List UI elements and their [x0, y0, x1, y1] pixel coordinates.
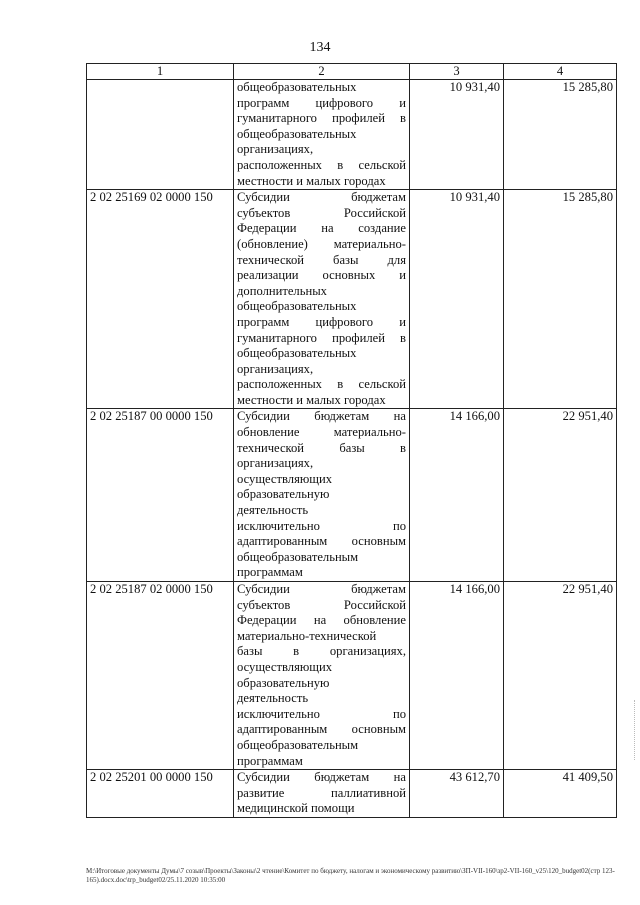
description-line: программам [237, 565, 303, 580]
description-line: общеобразовательных [237, 299, 357, 314]
description-line: Субсидии бюджетам на [237, 409, 406, 424]
description-line: местности и малых городах [237, 173, 386, 188]
description-line: образовательную [237, 487, 330, 502]
table-header-row [87, 64, 617, 80]
amount-col4-cell: 15 285,80 [504, 80, 617, 190]
description-line: реализации основных и [237, 268, 406, 283]
amount-col4-cell: 22 951,40 [504, 409, 617, 582]
description-line: программ цифрового и [237, 314, 406, 329]
description-line: общеобразовательных [237, 126, 357, 141]
description-line: медицинской помощи [237, 801, 355, 816]
description-line: Федерации на создание [237, 221, 406, 236]
description-line: субъектов Российской [237, 205, 406, 220]
revenue-code-cell: 2 02 25187 00 0000 150 [87, 409, 234, 582]
description-cell [234, 770, 410, 818]
revenue-code-cell [87, 80, 234, 190]
description-line: расположенных в сельской [237, 377, 406, 392]
description-line: Субсидии бюджетам на [237, 770, 406, 785]
description-line: организациях, [237, 361, 314, 376]
description-line: исключительно по [237, 706, 406, 721]
table-row [87, 409, 617, 582]
revenue-code-cell: 2 02 25201 00 0000 150 [87, 770, 234, 818]
description-line: адаптированным основным [237, 722, 406, 737]
description-line: деятельность [237, 691, 309, 706]
revenue-code-cell: 2 02 25187 02 0000 150 [87, 582, 234, 770]
amount-col4-cell: 22 951,40 [504, 582, 617, 770]
amount-col3-cell: 14 166,00 [410, 582, 504, 770]
column-header: 4 [504, 64, 617, 80]
description-line: программам [237, 753, 303, 768]
description-line: общеобразовательным [237, 737, 359, 752]
description-line: программ цифрового и [237, 95, 406, 110]
description-line: местности и малых городах [237, 392, 386, 407]
description-line: адаптированным основным [237, 534, 406, 549]
table-row [87, 190, 617, 409]
description-line: организациях, [237, 456, 314, 471]
description-line: обновление материально- [237, 425, 406, 440]
description-line: осуществляющих [237, 471, 333, 486]
column-header: 2 [234, 64, 410, 80]
budget-table [86, 63, 617, 818]
description-line: технической базы для [237, 252, 406, 267]
revenue-code-cell: 2 02 25169 02 0000 150 [87, 190, 234, 409]
amount-col3-cell: 14 166,00 [410, 409, 504, 582]
description-cell [234, 80, 410, 190]
description-line: расположенных в сельской [237, 157, 406, 172]
amount-col3-cell: 43 612,70 [410, 770, 504, 818]
description-line: материально-технической [237, 628, 377, 643]
description-line: развитие паллиативной [237, 785, 406, 800]
description-line: образовательную [237, 675, 330, 690]
page-number: 134 [309, 40, 331, 55]
description-line: гуманитарного профилей в [237, 111, 406, 126]
description-line: гуманитарного профилей в [237, 330, 406, 345]
description-line: дополнительных [237, 283, 327, 298]
amount-col3-cell: 10 931,40 [410, 80, 504, 190]
description-cell [234, 190, 410, 409]
table-row [87, 80, 617, 190]
column-header: 1 [87, 64, 234, 80]
description-line: общеобразовательным [237, 549, 359, 564]
table-row [87, 582, 617, 770]
description-line: базы в организациях, [237, 644, 406, 659]
column-header: 3 [410, 64, 504, 80]
description-line: осуществляющих [237, 659, 333, 674]
description-line: субъектов Российской [237, 597, 406, 612]
description-line: организациях, [237, 142, 314, 157]
description-line: (обновление) материально- [237, 236, 406, 251]
description-line: исключительно по [237, 518, 406, 533]
description-line: общеобразовательных [237, 346, 357, 361]
amount-col4-cell: 41 409,50 [504, 770, 617, 818]
file-path-footer: M:\Итоговые документы Думы\7 созыв\Проекты\Законы\2 чтение\Комитет по бюджету, налогам и экономическому развитию\ЗП-VII-160\зр2-VII-160_v25\120_budget02(стр 123-165).docx.doc\trp_budget02/25.11.2020 10:35:00 [86, 867, 615, 884]
description-line: технической базы в [237, 440, 406, 455]
description-line: Субсидии бюджетам [237, 582, 406, 596]
amount-col4-cell: 15 285,80 [504, 190, 617, 409]
description-line: Федерации на обновление [237, 613, 406, 628]
description-line: деятельность [237, 503, 309, 518]
description-line: Субсидии бюджетам [237, 190, 406, 205]
table-row [87, 770, 617, 818]
description-line: общеобразовательных [237, 80, 357, 94]
amount-col3-cell: 10 931,40 [410, 190, 504, 409]
margin-mark [634, 700, 638, 760]
description-cell [234, 582, 410, 770]
description-cell [234, 409, 410, 582]
